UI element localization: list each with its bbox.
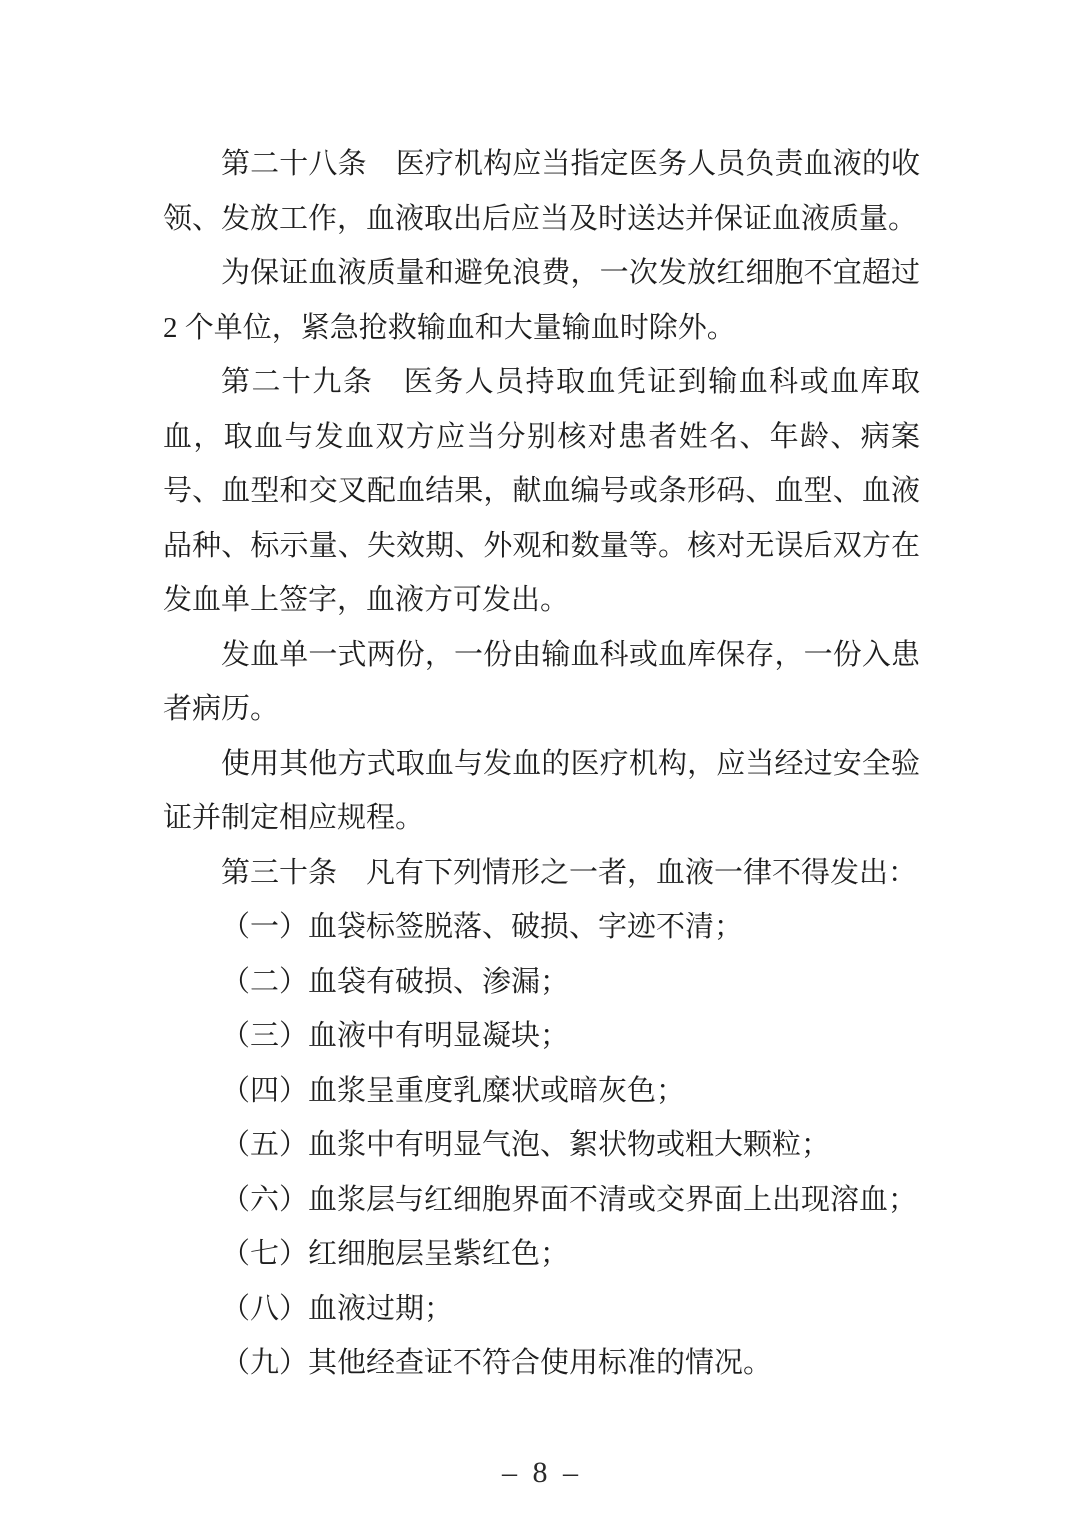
paragraph-article-30: 第三十条 凡有下列情形之一者，血液一律不得发出：: [221, 856, 918, 889]
list-item-5: （五）血浆中有明显气泡、絮状物或粗大颗粒；: [221, 1129, 831, 1161]
page-number: – 8 –: [502, 1456, 578, 1489]
paragraph-article-28-cont: 为保证血液质量和避免浪费，一次发放红细胞不宜超过 2 个单位，紧急抢救输血和大量输血时除外。: [163, 257, 920, 344]
paragraph-article-29: 第二十九条 医务人员持取血凭证到输血科或血库取血，取血与发血双方应当分别核对患者姓名、年龄、病案号、血型和交叉配血结果，献血编号或条形码、血型、血液品种、标示量、失效期、外观和数量等。核对无误后双方在发血单上签字，血液方可发出。: [163, 366, 920, 616]
list-item-8: （八）血液过期；: [221, 1292, 454, 1325]
paragraph-other-methods: 使用其他方式取血与发血的医疗机构，应当经过安全验证并制定相应规程。: [163, 747, 920, 834]
document-body: [163, 137, 920, 1391]
list-item-7: （七）红细胞层呈紫红色；: [221, 1238, 570, 1270]
paragraph-blood-issue-form: 发血单一式两份，一份由输血科或血库保存，一份入患者病历。: [163, 638, 920, 725]
list-item-6: （六）血浆层与红细胞界面不清或交界面上出现溶血；: [221, 1183, 918, 1216]
list-item-1: （一）血袋标签脱落、破损、字迹不清；: [221, 911, 744, 943]
list-item-4: （四）血浆呈重度乳糜状或暗灰色；: [221, 1074, 686, 1107]
list-item-2: （二）血袋有破损、渗漏；: [221, 965, 570, 998]
list-item-9: （九）其他经查证不符合使用标准的情况。: [221, 1347, 773, 1379]
list-item-3: （三）血液中有明显凝块；: [221, 1020, 570, 1052]
paragraph-article-28: 第二十八条 医疗机构应当指定医务人员负责血液的收领、发放工作，血液取出后应当及时送达并保证血液质量。: [163, 148, 920, 235]
